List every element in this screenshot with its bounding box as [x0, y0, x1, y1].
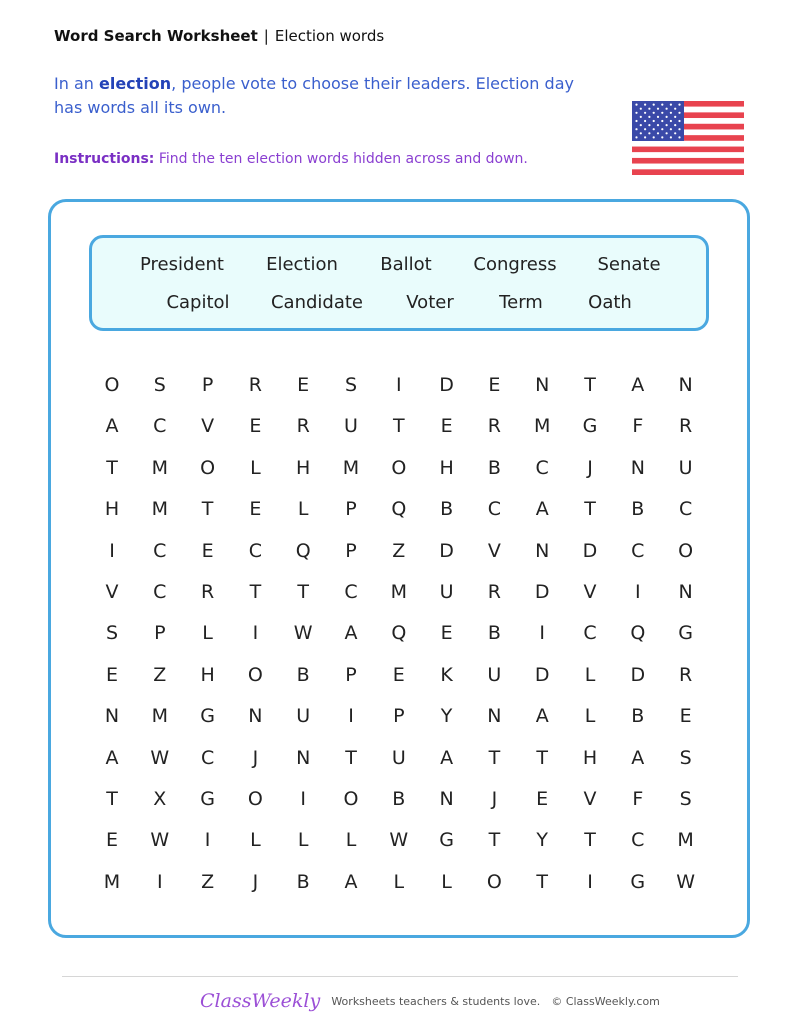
grid-letter: T — [584, 374, 596, 396]
grid-letter: N — [678, 374, 693, 396]
grid-letter: E — [392, 663, 405, 686]
grid-letter: T — [106, 788, 118, 810]
intro-keyword: election — [98, 74, 172, 93]
grid-letter: L — [441, 870, 452, 893]
intro-paragraph — [54, 72, 594, 120]
grid-letter: G — [200, 788, 215, 810]
worksheet-title: Word Search Worksheet — [54, 27, 258, 45]
grid-letter: C — [487, 498, 502, 521]
grid-letter: H — [104, 498, 120, 521]
grid-letter: E — [105, 829, 118, 852]
grid-letter: C — [535, 456, 549, 479]
word-bank-item: Voter — [406, 292, 454, 313]
grid-letter: E — [105, 663, 118, 686]
grid-letter: S — [105, 622, 119, 645]
grid-letter: U — [296, 705, 311, 728]
grid-letter: L — [250, 456, 261, 479]
grid-letter: L — [202, 622, 213, 645]
grid-letter: A — [535, 498, 549, 521]
grid-letter: P — [154, 622, 166, 645]
grid-letter: D — [439, 374, 454, 396]
footer — [200, 990, 660, 1012]
grid-letter: L — [584, 705, 596, 728]
grid-letter: L — [297, 498, 309, 521]
grid-letter: R — [678, 663, 693, 686]
grid-letter: U — [439, 581, 454, 603]
grid-letter: C — [153, 539, 167, 562]
grid-letter: R — [248, 374, 262, 396]
grid-letter: D — [534, 581, 550, 603]
grid-letter: I — [348, 705, 354, 728]
grid-letter: E — [679, 705, 692, 728]
grid-letter: R — [296, 415, 310, 438]
grid-letter: P — [345, 498, 357, 521]
grid-letter: N — [104, 705, 120, 728]
grid-letter: L — [584, 663, 596, 686]
grid-letter: S — [679, 746, 692, 769]
grid-letter: B — [631, 705, 645, 728]
word-bank-item: Candidate — [270, 292, 364, 313]
grid-letter: U — [678, 456, 693, 479]
grid-letter: M — [151, 456, 168, 479]
grid-letter: O — [247, 788, 263, 810]
word-bank — [89, 235, 709, 331]
brand-logo: ClassWeekly — [200, 990, 321, 1012]
grid-letter: I — [539, 622, 545, 645]
grid-letter: V — [201, 415, 215, 438]
grid-letter: C — [248, 539, 263, 562]
grid-letter: D — [630, 663, 646, 686]
grid-letter: M — [533, 415, 551, 438]
grid-letter: E — [297, 374, 310, 396]
grid-letter: M — [677, 829, 694, 852]
grid-letter: U — [391, 746, 406, 769]
word-bank-item: Oath — [588, 292, 632, 313]
grid-letter: G — [200, 705, 215, 728]
grid-letter: J — [252, 746, 259, 769]
word-bank-item: Ballot — [380, 254, 432, 275]
grid-letter: T — [584, 498, 596, 521]
instructions-text: Find the ten election words hidden across and down. — [154, 151, 528, 167]
grid-letter: T — [488, 746, 501, 769]
grid-letter: G — [630, 870, 646, 893]
grid-letter: I — [109, 539, 115, 562]
grid-letter: D — [534, 663, 550, 686]
grid-letter: B — [440, 498, 454, 521]
grid-letter: N — [296, 746, 311, 769]
grid-letter: C — [678, 498, 693, 521]
grid-letter: F — [632, 788, 644, 810]
grid-letter: A — [105, 415, 119, 438]
grid-letter: O — [343, 788, 359, 810]
grid-letter: W — [389, 829, 409, 852]
grid-letter: Z — [201, 870, 215, 893]
grid-letter: T — [584, 829, 596, 852]
grid-letter: L — [393, 870, 405, 893]
grid-letter: S — [344, 374, 358, 396]
grid-letter: M — [103, 870, 121, 893]
grid-letter: E — [249, 498, 262, 521]
grid-letter: C — [631, 829, 645, 852]
grid-letter: Y — [536, 829, 548, 852]
grid-letter: P — [345, 663, 357, 686]
grid-letter: G — [439, 829, 454, 852]
grid-letter: W — [150, 829, 170, 852]
grid-letter: C — [153, 415, 167, 438]
grid-letter: U — [487, 663, 502, 686]
footer-copyright: © ClassWeekly.com — [551, 994, 660, 1008]
grid-letter: S — [153, 374, 166, 396]
grid-letter: C — [631, 539, 645, 562]
grid-letter: J — [252, 870, 259, 893]
grid-letter: T — [536, 746, 548, 769]
grid-letter: I — [587, 870, 593, 893]
grid-letter: B — [296, 870, 310, 893]
grid-letter: H — [296, 456, 311, 479]
grid-letter: V — [105, 581, 119, 603]
grid-letter: T — [392, 415, 405, 438]
grid-letter: D — [439, 539, 454, 562]
grid-letter: Z — [392, 539, 406, 562]
grid-letter: C — [153, 581, 167, 603]
grid-letter: H — [439, 456, 454, 479]
grid-letter: R — [487, 415, 501, 438]
grid-letter: I — [252, 622, 259, 645]
grid-letter: A — [344, 870, 358, 893]
intro-text-after: , people vote to choose their leaders. Election day has words all its own. — [54, 74, 574, 117]
grid-letter: C — [200, 746, 215, 769]
grid-letter: I — [204, 829, 211, 852]
footer-tagline: Worksheets teachers & students love. — [331, 994, 541, 1008]
us-flag-icon — [632, 101, 744, 175]
grid-letter: Q — [391, 622, 407, 645]
grid-letter: M — [342, 456, 360, 479]
grid-letter: Q — [295, 539, 311, 562]
grid-letter: B — [487, 622, 501, 645]
grid-letter: B — [296, 663, 310, 686]
grid-letter: I — [156, 870, 163, 893]
grid-letter: L — [345, 829, 357, 852]
grid-letter: B — [487, 456, 501, 479]
grid-letter: C — [344, 581, 358, 603]
grid-letter: O — [200, 456, 216, 479]
grid-letter: L — [250, 829, 261, 852]
grid-letter: Z — [153, 663, 167, 686]
grid-letter: K — [440, 663, 453, 686]
grid-letter: J — [587, 456, 593, 479]
grid-letter: R — [678, 415, 693, 438]
grid-letter: G — [678, 622, 693, 645]
grid-letter: L — [297, 829, 309, 852]
word-bank-item: Senate — [597, 254, 661, 275]
word-bank-item: Election — [266, 254, 338, 275]
word-bank-item: Congress — [473, 254, 557, 275]
grid-letter: B — [631, 498, 645, 521]
grid-letter: P — [201, 374, 214, 396]
grid-letter: Q — [391, 498, 407, 521]
grid-letter: O — [247, 663, 263, 686]
worksheet-header — [54, 27, 384, 45]
grid-letter: T — [488, 829, 501, 852]
grid-letter: W — [150, 746, 170, 769]
grid-letter: T — [345, 746, 357, 769]
grid-letter: T — [249, 581, 262, 603]
word-bank-item: President — [140, 254, 224, 275]
grid-letter: M — [390, 581, 407, 603]
grid-letter: O — [104, 374, 120, 396]
grid-letter: B — [392, 788, 406, 810]
grid-letter: E — [440, 622, 453, 645]
grid-letter: N — [535, 539, 550, 562]
grid-letter: W — [676, 870, 695, 893]
grid-letter: N — [439, 788, 454, 810]
grid-letter: A — [535, 705, 549, 728]
grid-letter: V — [487, 539, 501, 562]
grid-letter: T — [201, 498, 214, 521]
grid-letter: A — [631, 374, 645, 396]
grid-letter: Q — [630, 622, 646, 645]
grid-letter: O — [486, 870, 502, 893]
grid-letter: F — [632, 415, 644, 438]
footer-divider — [62, 976, 738, 977]
grid-letter: E — [440, 415, 453, 438]
grid-letter: R — [487, 581, 501, 603]
grid-letter: I — [300, 788, 306, 810]
grid-letter: X — [153, 788, 167, 810]
word-bank-item: Capitol — [166, 292, 230, 313]
grid-letter: V — [583, 581, 597, 603]
grid-letter: A — [440, 746, 454, 769]
grid-letter: Y — [440, 705, 453, 728]
grid-letter: W — [293, 622, 313, 645]
grid-letter: E — [536, 788, 549, 810]
grid-letter: V — [583, 788, 597, 810]
worksheet-subtitle: Election words — [274, 27, 385, 45]
grid-letter: A — [631, 746, 645, 769]
grid-letter: M — [151, 498, 168, 521]
grid-letter: O — [391, 456, 407, 479]
grid-letter: H — [200, 663, 215, 686]
grid-letter: E — [201, 539, 214, 562]
grid-letter: N — [248, 705, 263, 728]
word-bank-item: Term — [499, 292, 543, 313]
grid-letter: J — [491, 788, 498, 810]
grid-letter: P — [345, 539, 357, 562]
instructions-label: Instructions: — [54, 151, 155, 167]
grid-letter: I — [395, 374, 402, 396]
grid-letter: I — [634, 581, 641, 603]
grid-letter: S — [679, 788, 692, 810]
grid-letter: M — [151, 705, 168, 728]
instructions — [54, 151, 528, 167]
grid-letter: T — [297, 581, 309, 603]
intro-text-before: In an — [54, 74, 99, 93]
grid-letter: C — [583, 622, 597, 645]
grid-letter: E — [488, 374, 501, 396]
grid-letter: D — [582, 539, 598, 562]
grid-letter: H — [582, 746, 598, 769]
grid-letter: G — [582, 415, 598, 438]
grid-letter: N — [487, 705, 502, 728]
grid-letter: U — [344, 415, 358, 438]
grid-letter: T — [536, 870, 548, 893]
grid-letter: A — [344, 622, 358, 645]
grid-letter: N — [630, 456, 645, 479]
grid-letter: N — [678, 581, 693, 603]
grid-letter: T — [106, 456, 118, 479]
grid-letter: N — [535, 374, 550, 396]
grid-letter: E — [249, 415, 262, 438]
grid-letter: O — [678, 539, 694, 562]
grid-letter: R — [200, 581, 215, 603]
header-separator: | — [263, 27, 269, 45]
grid-letter: A — [105, 746, 119, 769]
grid-letter: P — [393, 705, 405, 728]
